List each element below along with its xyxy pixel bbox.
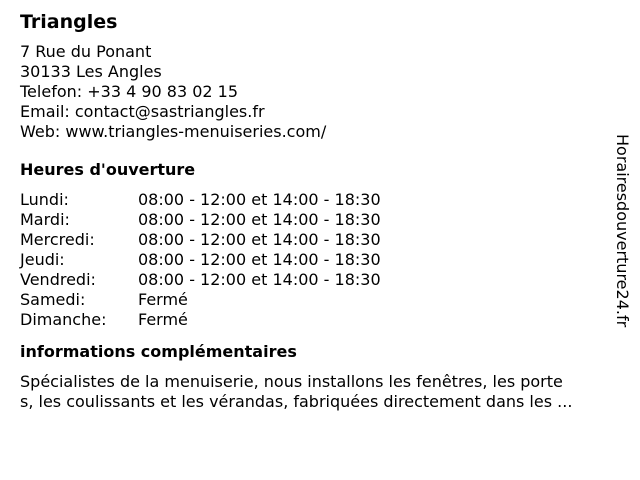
hours-row-tuesday (20, 210, 620, 230)
address-line2: 30133 Les Angles (20, 62, 162, 81)
day-time: Fermé (138, 310, 188, 329)
hours-row-friday (20, 270, 620, 290)
info-line1: Spécialistes de la menuiserie, nous installons les fenêtres, les porte (20, 372, 563, 391)
day-time: 08:00 - 12:00 et 14:00 - 18:30 (138, 210, 381, 229)
hours-row-wednesday (20, 230, 620, 250)
day-time: Fermé (138, 290, 188, 309)
email-line: Email: contact@sastriangles.fr (20, 102, 265, 121)
business-card (20, 10, 620, 412)
day-time: 08:00 - 12:00 et 14:00 - 18:30 (138, 230, 381, 249)
day-label: Mardi: (20, 210, 70, 229)
info-description (20, 372, 620, 412)
hours-row-saturday (20, 290, 620, 310)
info-line2: s, les coulissants et les vérandas, fabriquées directement dans les ... (20, 392, 573, 411)
day-label: Mercredi: (20, 230, 95, 249)
day-time: 08:00 - 12:00 et 14:00 - 18:30 (138, 190, 381, 209)
hours-table (20, 190, 620, 330)
site-watermark: Horairesdouverture24.fr (613, 134, 632, 328)
day-label: Lundi: (20, 190, 69, 209)
business-name: Triangles (20, 11, 118, 33)
day-label: Dimanche: (20, 310, 107, 329)
address-line1: 7 Rue du Ponant (20, 42, 152, 61)
web-line: Web: www.triangles-menuiseries.com/ (20, 122, 327, 141)
hours-row-monday (20, 190, 620, 210)
day-time: 08:00 - 12:00 et 14:00 - 18:30 (138, 270, 381, 289)
day-label: Samedi: (20, 290, 86, 309)
day-time: 08:00 - 12:00 et 14:00 - 18:30 (138, 250, 381, 269)
hours-heading: Heures d'ouverture (20, 160, 196, 179)
hours-row-sunday (20, 310, 620, 330)
hours-row-thursday (20, 250, 620, 270)
day-label: Vendredi: (20, 270, 96, 289)
phone-line: Telefon: +33 4 90 83 02 15 (20, 82, 239, 101)
info-heading: informations complémentaires (20, 342, 297, 361)
day-label: Jeudi: (20, 250, 65, 269)
